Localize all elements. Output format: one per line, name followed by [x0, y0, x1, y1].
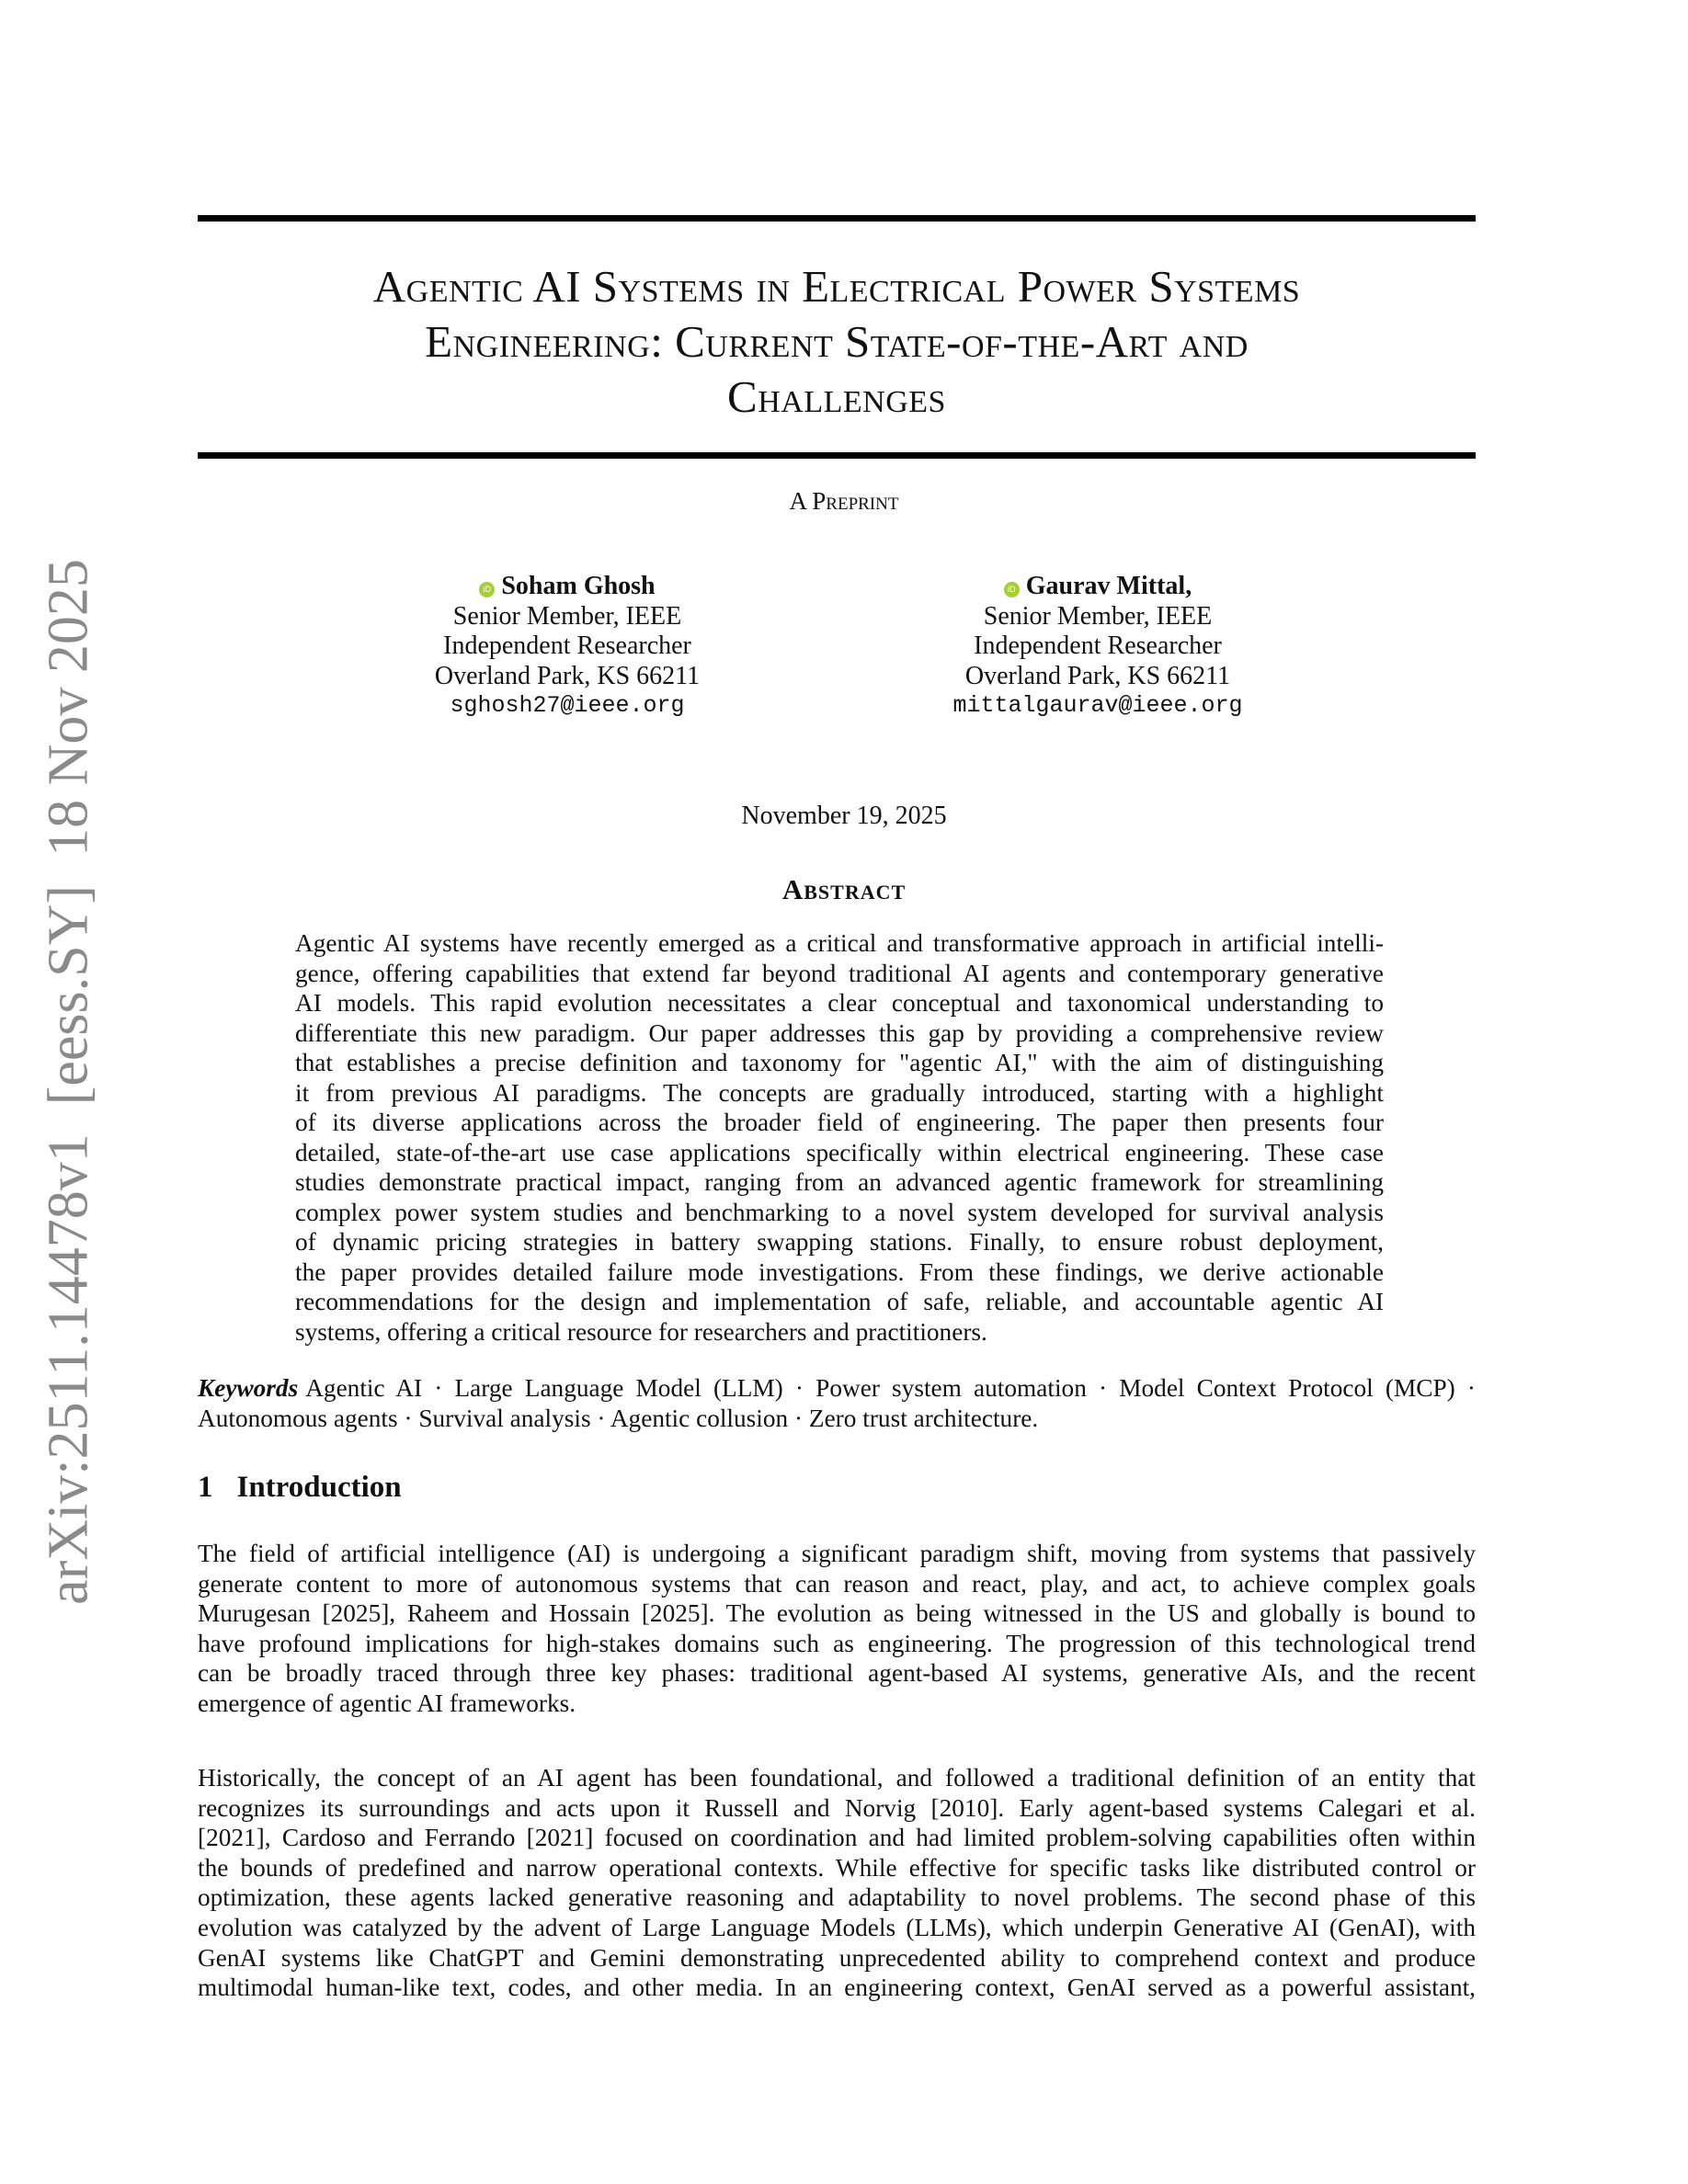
- paper-title: [198, 259, 1476, 425]
- section-title: Introduction: [236, 1471, 402, 1504]
- text-line: systems, offering a critical resource for researchers and practitioners.: [295, 1317, 987, 1346]
- abstract-heading: Abstract: [781, 873, 907, 905]
- keywords-label: Keywords: [198, 1374, 299, 1402]
- bottom-rule: [198, 452, 1476, 459]
- text-line: recognizes its surroundings and acts upon it Russell and Norvig [2010]. Early agent-based systems Calegari et al.: [198, 1793, 1476, 1822]
- text-line: generate content to more of autonomous systems that can reason and react, play, and act, to achieve complex goals: [198, 1569, 1476, 1598]
- text-line: Agentic AI systems have recently emerged as a critical and transformative approach in artificial intelli-: [295, 929, 1384, 957]
- keywords-text: Agentic AI · Large Language Model (LLM) · Power system automation · Model Context Protocol (MCP) ·: [305, 1374, 1476, 1402]
- keywords: [198, 1373, 1476, 1433]
- author-location: Overland Park, KS 66211: [434, 661, 701, 690]
- text-line: studies demonstrate practical impact, ranging from an advanced agentic framework for streamlining: [295, 1168, 1384, 1196]
- keywords-text: Autonomous agents · Survival analysis · Agentic collusion · Zero trust architecture.: [198, 1404, 1039, 1432]
- abstract-body: [295, 928, 1384, 1347]
- intro-paragraph: [198, 1539, 1476, 1719]
- text-line: Murugesan [2025], Raheem and Hossain [2025]. The evolution as being witnessed in the US and globally is bound to: [198, 1599, 1476, 1628]
- title-line: Agentic AI Systems in Electrical Power Systems: [372, 261, 1301, 312]
- section-number: 1: [198, 1471, 213, 1504]
- text-line: have profound implications for high-stakes domains such as engineering. The progression of this technological trend: [198, 1629, 1476, 1657]
- text-line: complex power system studies and benchmarking to a novel system developed for survival analysis: [295, 1198, 1384, 1226]
- author-role: Senior Member, IEEE: [452, 601, 682, 631]
- text-line: differentiate this new paradigm. Our paper addresses this gap by providing a comprehensive review: [295, 1018, 1384, 1047]
- text-line: the bounds of predefined and narrow operational contexts. While effective for specific tasks like distributed control or: [198, 1853, 1476, 1882]
- author-email[interactable]: mittalgaurav@ieee.org: [952, 692, 1243, 719]
- title-line: Engineering: Current State-of-the-Art and: [425, 316, 1249, 367]
- text-line: Historically, the concept of an AI agent has been foundational, and followed a traditional definition of an entity that: [198, 1764, 1476, 1792]
- text-line: GenAI systems like ChatGPT and Gemini demonstrating unprecedented ability to comprehend context and produce: [198, 1943, 1476, 1972]
- author-block: [337, 572, 797, 722]
- paper-date: November 19, 2025: [741, 802, 947, 830]
- text-line: the paper provides detailed failure mode investigations. From these findings, we derive actionable: [295, 1257, 1384, 1286]
- title-line: Challenges: [727, 371, 946, 422]
- text-line: AI models. This rapid evolution necessitates a clear conceptual and taxonomical understanding to: [295, 989, 1384, 1017]
- text-line: optimization, these agents lacked generative reasoning and adaptability to novel problems. The second phase of this: [198, 1883, 1476, 1912]
- author-location: Overland Park, KS 66211: [964, 661, 1231, 690]
- text-line: that establishes a precise definition and taxonomy for "agentic AI," with the aim of distinguishing: [295, 1049, 1384, 1076]
- author-name: Soham Ghosh: [501, 572, 656, 600]
- text-line: it from previous AI paradigms. The concepts are gradually introduced, starting with a highlight: [295, 1078, 1384, 1107]
- text-line: [2021], Cardoso and Ferrando [2021] focused on coordination and had limited problem-solving capabilities often within: [198, 1824, 1476, 1852]
- text-line: detailed, state-of-the-art use case applications specifically within electrical engineering. These case: [295, 1138, 1384, 1166]
- text-line: emergence of agentic AI frameworks.: [198, 1689, 576, 1717]
- intro-paragraph: [198, 1763, 1476, 2003]
- text-line: recommendations for the design and implementation of safe, reliable, and accountable agentic AI: [295, 1288, 1384, 1315]
- text-line: can be broadly traced through three key phases: traditional agent-based AI systems, generative AIs, and the recent: [198, 1659, 1476, 1688]
- text-line: of dynamic pricing strategies in battery swapping stations. Finally, to ensure robust deployment,: [295, 1228, 1384, 1256]
- author-role: Senior Member, IEEE: [983, 601, 1213, 631]
- arxiv-identifier-sidebar[interactable]: arXiv:2511.14478v1 [eess.SY] 18 Nov 2025: [37, 559, 100, 1605]
- orcid-icon[interactable]: iD: [1004, 582, 1020, 597]
- author-affiliation: Independent Researcher: [974, 631, 1222, 660]
- top-rule: [198, 215, 1476, 222]
- orcid-icon[interactable]: iD: [479, 582, 495, 597]
- text-line: of its diverse applications across the broader field of engineering. The paper then presents four: [295, 1109, 1384, 1136]
- text-line: evolution was catalyzed by the advent of Large Language Models (LLMs), which underpin Generative AI (GenAI), with: [198, 1913, 1476, 1941]
- author-email[interactable]: sghosh27@ieee.org: [450, 692, 685, 719]
- section-heading: [198, 1471, 402, 1505]
- author-affiliation: Independent Researcher: [443, 631, 691, 660]
- text-line: multimodal human-like text, codes, and other media. In an engineering context, GenAI served as a powerful assistant,: [198, 1974, 1476, 2002]
- preprint-label: A Preprint: [789, 487, 899, 515]
- author-name: Gaurav Mittal,: [1025, 572, 1192, 600]
- text-line: The field of artificial intelligence (AI) is undergoing a significant paradigm shift, moving from systems that passively: [198, 1540, 1476, 1567]
- author-block: [868, 572, 1328, 722]
- text-line: gence, offering capabilities that extend far beyond traditional AI agents and contemporary generative: [295, 959, 1384, 987]
